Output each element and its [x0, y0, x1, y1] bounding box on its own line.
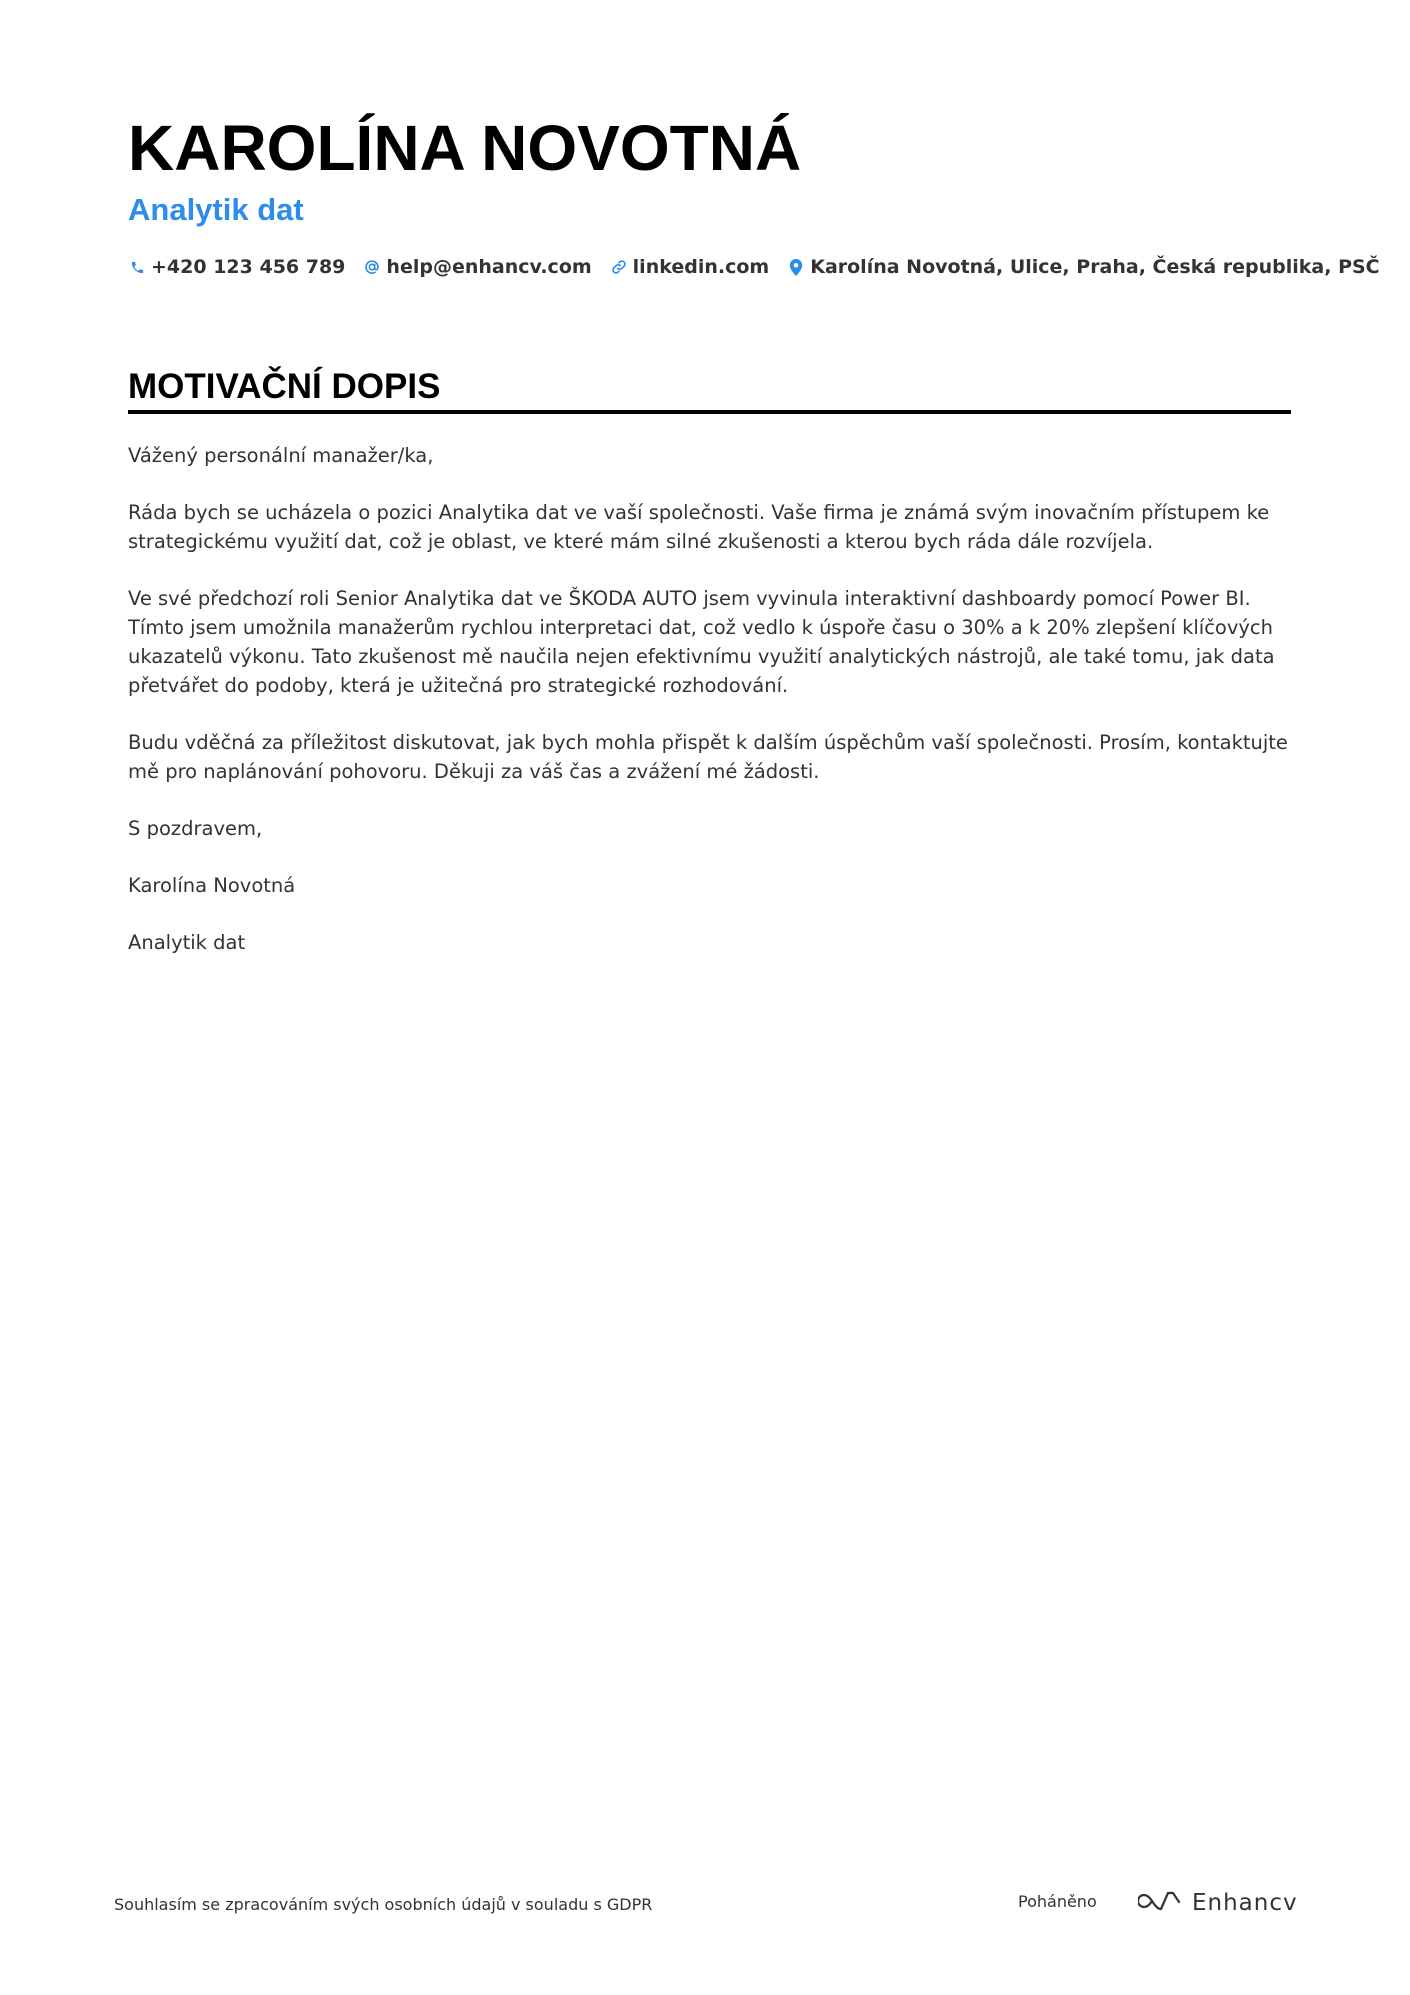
letter-closing: S pozdravem,: [128, 817, 263, 840]
phone-icon: [128, 258, 146, 276]
phone-number[interactable]: +420 123 456 789: [151, 256, 346, 278]
signature-title: Analytik dat: [128, 931, 246, 954]
powered-by-label: Poháněno: [1018, 1892, 1097, 1911]
contact-phone: [128, 256, 345, 278]
contact-address: [787, 256, 1379, 278]
contact-bar: [128, 252, 1398, 282]
letter-paragraph: Ráda bych se ucházela o pozici Analytika dat ve vaší společnosti. Vaše firma je známá svým inovačním přístupem ke strategickému využití dat, což je oblast, ve které mám silné zkušenosti a kterou bych ráda dále rozvíjela.: [128, 501, 1270, 553]
contact-linkedin: [610, 256, 770, 278]
applicant-job-title: Analytik dat: [128, 192, 304, 227]
enhancv-logo-text: Enhancv: [1192, 1890, 1298, 1916]
letter-greeting: Vážený personální manažer/ka,: [128, 444, 434, 467]
enhancv-logo[interactable]: [1138, 1886, 1298, 1920]
address: Karolína Novotná, Ulice, Praha, Česká republika, PSČ: [810, 256, 1380, 278]
link-icon: [610, 258, 628, 276]
letter-paragraph: Ve své předchozí roli Senior Analytika dat ve ŠKODA AUTO jsem vyvinula interaktivní dashboardy pomocí Power BI. Tímto jsem umožnila manažerům rychlou interpretaci dat, což vedlo k úspoře času o 30% a k 20% zlepšení klíčových ukazatelů výkonu. Tato zkušenost mě naučila nejen efektivnímu využití analytických nástrojů, ale také tomu, jak data přetvářet do podoby, která je užitečná pro strategické rozhodování.: [128, 587, 1275, 697]
gdpr-consent: Souhlasím se zpracováním svých osobních údajů v souladu s GDPR: [114, 1895, 653, 1914]
email-address[interactable]: help@enhancv.com: [386, 256, 592, 278]
section-divider: [128, 410, 1291, 414]
applicant-name: KAROLÍNA NOVOTNÁ: [128, 112, 802, 184]
linkedin-link[interactable]: linkedin.com: [632, 256, 770, 278]
at-icon: [363, 258, 381, 276]
location-pin-icon: [787, 258, 805, 276]
contact-email: [363, 256, 591, 278]
letter-body: [128, 441, 1303, 985]
section-title: MOTIVAČNÍ DOPIS: [128, 367, 441, 406]
enhancv-logo-icon: [1138, 1889, 1184, 1917]
signature-name: Karolína Novotná: [128, 874, 296, 897]
letter-paragraph: Budu vděčná za příležitost diskutovat, jak bych mohla přispět k dalším úspěchům vaší společnosti. Prosím, kontaktujte mě pro naplánování pohovoru. Děkuji za váš čas a zvážení mé žádosti.: [128, 731, 1288, 783]
